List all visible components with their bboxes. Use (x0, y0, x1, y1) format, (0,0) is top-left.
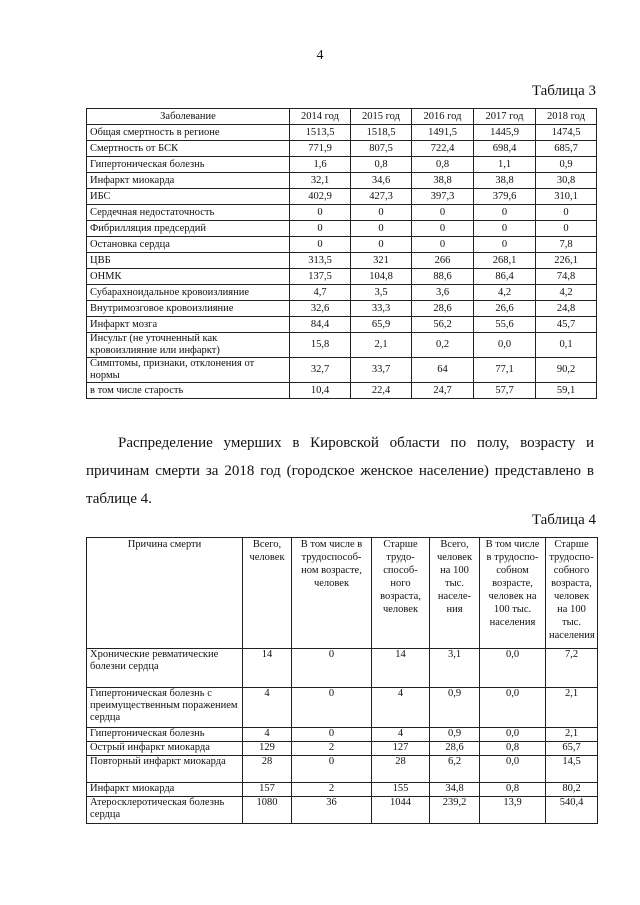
value-cell: 0 (292, 756, 372, 783)
value-cell: 0 (292, 649, 372, 688)
value-cell: 2,1 (351, 333, 412, 358)
value-cell: 7,2 (546, 649, 598, 688)
row-label-cell: Внутримозговое кровоизлияние (87, 301, 290, 317)
value-cell: 4 (372, 728, 430, 742)
value-cell: 65,7 (546, 742, 598, 756)
value-cell: 14 (372, 649, 430, 688)
row-label-cell: Гипертоническая болезнь (87, 157, 290, 173)
value-cell: 88,6 (412, 269, 474, 285)
row-label-cell: Сердечная недостаточность (87, 205, 290, 221)
value-cell: 427,3 (351, 189, 412, 205)
value-cell: 379,6 (474, 189, 536, 205)
table4-mortality-by-cause-2018 (86, 537, 598, 824)
value-cell: 22,4 (351, 383, 412, 399)
value-cell: 34,8 (430, 783, 480, 797)
value-cell: 0,0 (474, 333, 536, 358)
value-cell: 2,1 (546, 688, 598, 728)
row-label-cell: Фибрилляция предсердий (87, 221, 290, 237)
row-label-cell: Инсульт (не уточненный как кровоизлияние или инфаркт) (87, 333, 290, 358)
value-cell: 310,1 (536, 189, 597, 205)
row-label-cell: ИБС (87, 189, 290, 205)
table-row (87, 728, 598, 742)
value-cell: 77,1 (474, 358, 536, 383)
table-row (87, 301, 597, 317)
table-row (87, 173, 597, 189)
table4-header-cell: Старше трудо-способ-ного возраста, человек (372, 538, 430, 649)
row-label-cell: Смертность от БСК (87, 141, 290, 157)
value-cell: 397,3 (412, 189, 474, 205)
table4-header-cell: Причина смерти (87, 538, 243, 649)
value-cell: 0 (412, 205, 474, 221)
value-cell: 4 (243, 688, 292, 728)
value-cell: 722,4 (412, 141, 474, 157)
value-cell: 239,2 (430, 797, 480, 824)
value-cell: 137,5 (290, 269, 351, 285)
table-row (87, 285, 597, 301)
value-cell: 0,1 (536, 333, 597, 358)
table-row (87, 383, 597, 399)
table3-header-cell: 2017 год (474, 109, 536, 125)
table-row (87, 157, 597, 173)
table3-header-cell: 2018 год (536, 109, 597, 125)
value-cell: 2 (292, 783, 372, 797)
table3-header-cell: 2015 год (351, 109, 412, 125)
value-cell: 540,4 (546, 797, 598, 824)
value-cell: 90,2 (536, 358, 597, 383)
value-cell: 129 (243, 742, 292, 756)
value-cell: 2,1 (546, 728, 598, 742)
value-cell: 402,9 (290, 189, 351, 205)
value-cell: 1080 (243, 797, 292, 824)
value-cell: 32,1 (290, 173, 351, 189)
value-cell: 4,7 (290, 285, 351, 301)
value-cell: 59,1 (536, 383, 597, 399)
value-cell: 0,8 (351, 157, 412, 173)
table-row (87, 688, 598, 728)
value-cell: 4,2 (536, 285, 597, 301)
value-cell: 0 (351, 237, 412, 253)
value-cell: 0 (474, 237, 536, 253)
row-label-cell: Атеросклеротическая болезнь сердца (87, 797, 243, 824)
value-cell: 57,7 (474, 383, 536, 399)
value-cell: 14,5 (546, 756, 598, 783)
table3-header-cell: Заболевание (87, 109, 290, 125)
value-cell: 86,4 (474, 269, 536, 285)
value-cell: 4,2 (474, 285, 536, 301)
row-label-cell: ОНМК (87, 269, 290, 285)
value-cell: 3,1 (430, 649, 480, 688)
value-cell: 0 (474, 205, 536, 221)
value-cell: 84,4 (290, 317, 351, 333)
value-cell: 32,7 (290, 358, 351, 383)
value-cell: 0,8 (480, 783, 546, 797)
table-row (87, 125, 597, 141)
value-cell: 0 (292, 688, 372, 728)
value-cell: 26,6 (474, 301, 536, 317)
value-cell: 28 (243, 756, 292, 783)
row-label-cell: Симптомы, признаки, отклонения от нормы (87, 358, 290, 383)
value-cell: 0 (412, 221, 474, 237)
row-label-cell: Гипертоническая болезнь с преимущественным поражением сердца (87, 688, 243, 728)
table-row (87, 333, 597, 358)
row-label-cell: Субарахноидальное кровоизлияние (87, 285, 290, 301)
value-cell: 0,0 (480, 649, 546, 688)
value-cell: 268,1 (474, 253, 536, 269)
value-cell: 0 (536, 221, 597, 237)
value-cell: 36 (292, 797, 372, 824)
table-row (87, 797, 598, 824)
table-row (87, 189, 597, 205)
value-cell: 33,3 (351, 301, 412, 317)
table4-header-cell: Старше трудоспо-собного возраста, человек на 100 тыс. населения (546, 538, 598, 649)
body-paragraph: Распределение умерших в Кировской области по полу, возрасту и причинам смерти за 2018 год (городское женское население) представлено в таблице 4. (86, 435, 594, 507)
value-cell: 157 (243, 783, 292, 797)
value-cell: 0,9 (430, 688, 480, 728)
value-cell: 1445,9 (474, 125, 536, 141)
value-cell: 321 (351, 253, 412, 269)
value-cell: 4 (372, 688, 430, 728)
row-label-cell: Инфаркт миокарда (87, 783, 243, 797)
value-cell: 14 (243, 649, 292, 688)
value-cell: 226,1 (536, 253, 597, 269)
value-cell: 0 (290, 221, 351, 237)
value-cell: 0,8 (412, 157, 474, 173)
table3-header-row (87, 109, 597, 125)
value-cell: 3,6 (412, 285, 474, 301)
table4-header-cell: В том числе в трудоспо-собном возрасте, человек на 100 тыс. населения (480, 538, 546, 649)
value-cell: 698,4 (474, 141, 536, 157)
table4-header-cell: В том числе в трудоспособ-ном возрасте, человек (292, 538, 372, 649)
value-cell: 38,8 (474, 173, 536, 189)
value-cell: 0,9 (430, 728, 480, 742)
value-cell: 1,6 (290, 157, 351, 173)
value-cell: 34,6 (351, 173, 412, 189)
table-row (87, 783, 598, 797)
table-row (87, 221, 597, 237)
value-cell: 0 (290, 237, 351, 253)
value-cell: 65,9 (351, 317, 412, 333)
value-cell: 56,2 (412, 317, 474, 333)
value-cell: 104,8 (351, 269, 412, 285)
row-label-cell: Общая смертность в регионе (87, 125, 290, 141)
value-cell: 4 (243, 728, 292, 742)
value-cell: 74,8 (536, 269, 597, 285)
value-cell: 807,5 (351, 141, 412, 157)
table-row (87, 141, 597, 157)
value-cell: 3,5 (351, 285, 412, 301)
value-cell: 1513,5 (290, 125, 351, 141)
table-row (87, 358, 597, 383)
value-cell: 30,8 (536, 173, 597, 189)
value-cell: 685,7 (536, 141, 597, 157)
page-number: 4 (316, 48, 324, 63)
table-row (87, 649, 598, 688)
table-row (87, 253, 597, 269)
value-cell: 28,6 (412, 301, 474, 317)
value-cell: 1491,5 (412, 125, 474, 141)
value-cell: 127 (372, 742, 430, 756)
value-cell: 2 (292, 742, 372, 756)
table4-header-row (87, 538, 598, 649)
row-label-cell: ЦВБ (87, 253, 290, 269)
table3-body (87, 125, 597, 399)
row-label-cell: Повторный инфаркт миокарда (87, 756, 243, 783)
row-label-cell: Хронические ревматические болезни сердца (87, 649, 243, 688)
value-cell: 32,6 (290, 301, 351, 317)
table4-header-cell: Всего, человек на 100 тыс. населе-ния (430, 538, 480, 649)
value-cell: 10,4 (290, 383, 351, 399)
table4-caption: Таблица 4 (531, 512, 596, 528)
value-cell: 1044 (372, 797, 430, 824)
table3-caption: Таблица 3 (531, 83, 596, 99)
value-cell: 1518,5 (351, 125, 412, 141)
value-cell: 38,8 (412, 173, 474, 189)
value-cell: 0,8 (480, 742, 546, 756)
value-cell: 6,2 (430, 756, 480, 783)
value-cell: 0 (292, 728, 372, 742)
value-cell: 266 (412, 253, 474, 269)
table-row (87, 205, 597, 221)
value-cell: 0,2 (412, 333, 474, 358)
table-row (87, 269, 597, 285)
table3-header-cell: 2014 год (290, 109, 351, 125)
row-label-cell: Гипертоническая болезнь (87, 728, 243, 742)
value-cell: 7,8 (536, 237, 597, 253)
value-cell: 15,8 (290, 333, 351, 358)
value-cell: 64 (412, 358, 474, 383)
table4-header-cell: Всего, человек (243, 538, 292, 649)
value-cell: 0 (474, 221, 536, 237)
value-cell: 1474,5 (536, 125, 597, 141)
value-cell: 45,7 (536, 317, 597, 333)
table-row (87, 237, 597, 253)
value-cell: 0 (536, 205, 597, 221)
value-cell: 24,7 (412, 383, 474, 399)
row-label-cell: Инфаркт мозга (87, 317, 290, 333)
value-cell: 0 (351, 221, 412, 237)
value-cell: 1,1 (474, 157, 536, 173)
value-cell: 0,0 (480, 756, 546, 783)
value-cell: 0,0 (480, 688, 546, 728)
row-label-cell: в том числе старость (87, 383, 290, 399)
value-cell: 80,2 (546, 783, 598, 797)
value-cell: 28,6 (430, 742, 480, 756)
value-cell: 771,9 (290, 141, 351, 157)
value-cell: 13,9 (480, 797, 546, 824)
row-label-cell: Остановка сердца (87, 237, 290, 253)
table4-body (87, 649, 598, 824)
value-cell: 24,8 (536, 301, 597, 317)
table-row (87, 756, 598, 783)
table-row (87, 317, 597, 333)
value-cell: 0 (351, 205, 412, 221)
row-label-cell: Острый инфаркт миокарда (87, 742, 243, 756)
table-row (87, 742, 598, 756)
table3-mortality-by-year (86, 108, 597, 399)
value-cell: 28 (372, 756, 430, 783)
value-cell: 55,6 (474, 317, 536, 333)
value-cell: 33,7 (351, 358, 412, 383)
row-label-cell: Инфаркт миокарда (87, 173, 290, 189)
value-cell: 0,0 (480, 728, 546, 742)
value-cell: 155 (372, 783, 430, 797)
table3-header-cell: 2016 год (412, 109, 474, 125)
value-cell: 0,9 (536, 157, 597, 173)
value-cell: 313,5 (290, 253, 351, 269)
value-cell: 0 (290, 205, 351, 221)
value-cell: 0 (412, 237, 474, 253)
